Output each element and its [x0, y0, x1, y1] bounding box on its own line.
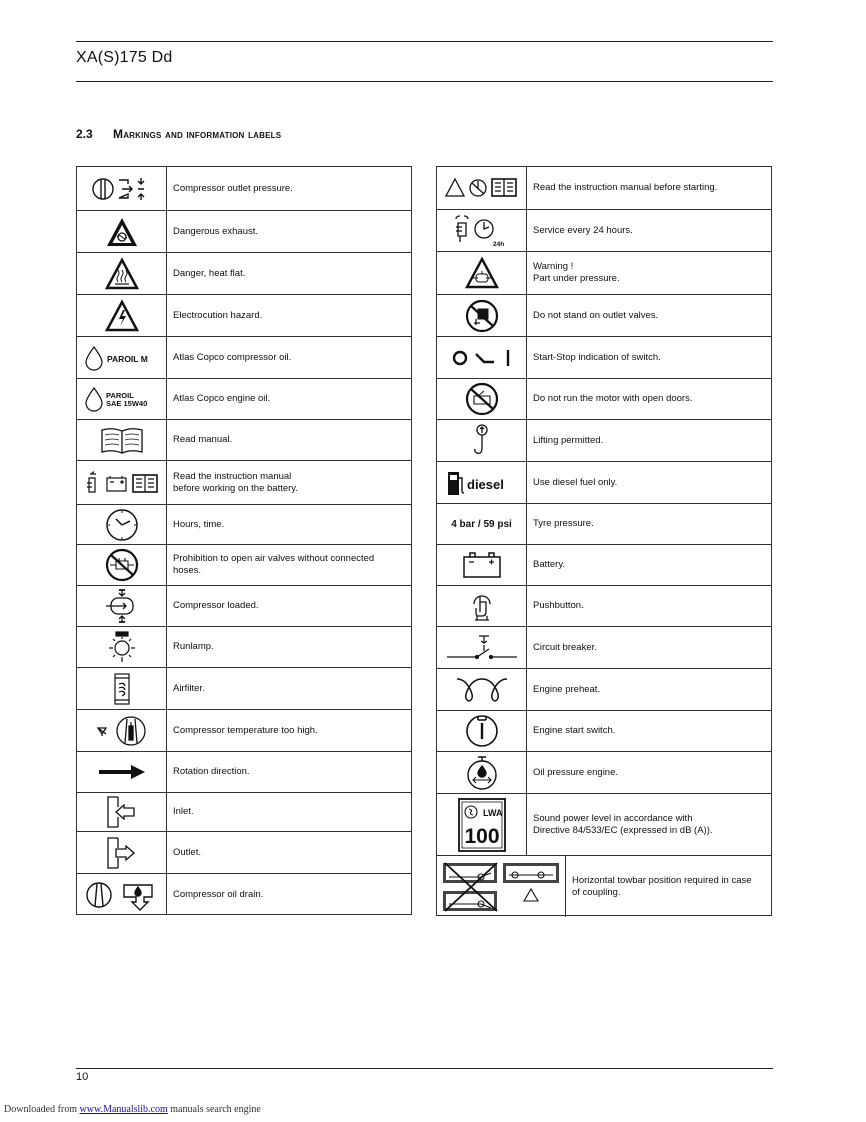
- sound-power-value: 100: [463, 824, 500, 848]
- table-row: [437, 793, 771, 855]
- oil-label-text: PAROIL M: [106, 353, 148, 364]
- table-row: [77, 709, 411, 751]
- oil-pressure-engine-icon: [437, 752, 527, 793]
- manual-book-icon: [77, 420, 167, 460]
- label-description: Do not run the motor with open doors.: [533, 393, 693, 404]
- table-row: [437, 626, 771, 668]
- label-description: Read the instruction manual before working on the battery.: [173, 470, 298, 494]
- right-labels-table: [436, 166, 772, 916]
- oil-drain-icon: [77, 874, 167, 915]
- label-description: Compressor outlet pressure.: [173, 182, 293, 194]
- table-row: [437, 378, 771, 419]
- document-title: XA(S)175 Dd: [76, 49, 173, 66]
- table-row: [437, 209, 771, 251]
- label-description: Circuit breaker.: [533, 641, 597, 653]
- battery-manual-icon: [77, 461, 167, 504]
- label-description: Compressor oil drain.: [173, 888, 264, 900]
- table-row: [437, 585, 771, 626]
- compressor-outlet-pressure-icon: [77, 167, 167, 210]
- footer-suffix: manuals search engine: [167, 1104, 261, 1115]
- table-row: [77, 667, 411, 709]
- airfilter-icon: [77, 668, 167, 709]
- label-description: Read manual.: [173, 434, 233, 445]
- manualslib-link[interactable]: www.Manualslib.com: [79, 1104, 168, 1115]
- table-row: [437, 461, 771, 503]
- pushbutton-icon: [437, 586, 527, 626]
- label-description: Read the instruction manual before starting.: [533, 182, 718, 193]
- footer-prefix: Downloaded from: [4, 1104, 80, 1115]
- clock-icon: [77, 505, 167, 544]
- label-description: Inlet.: [173, 806, 194, 817]
- sound-power-icon: [437, 794, 527, 855]
- table-row: [437, 503, 771, 544]
- label-description: Oil pressure engine.: [533, 766, 619, 778]
- part-under-pressure-icon: [437, 252, 527, 294]
- download-footer: [4, 1104, 261, 1115]
- label-description: Engine start switch.: [533, 725, 616, 736]
- label-description: Rotation direction.: [173, 766, 250, 777]
- diesel-label: diesel: [466, 476, 504, 492]
- label-description: Airfilter.: [173, 682, 205, 694]
- label-description: Use diesel fuel only.: [533, 476, 618, 488]
- label-description: Engine preheat.: [533, 683, 601, 695]
- table-row: [437, 855, 771, 917]
- header-bottom-rule: [76, 81, 773, 82]
- table-row: [437, 668, 771, 710]
- compressor-loaded-icon: [77, 586, 167, 626]
- towbar-position-icon: [437, 856, 566, 917]
- label-description: Service every 24 hours.: [533, 224, 633, 236]
- label-description: Pushbutton.: [533, 600, 584, 611]
- tyre-pressure-label: 4 bar / 59 psi: [437, 504, 527, 544]
- label-description: Lifting permitted.: [533, 434, 604, 446]
- table-row: [437, 167, 771, 209]
- table-row: [77, 419, 411, 460]
- page-number: 10: [76, 1071, 89, 1083]
- no-open-valves-icon: [77, 545, 167, 585]
- table-row: [77, 504, 411, 544]
- electrocution-icon: [77, 295, 167, 336]
- runlamp-icon: [77, 627, 167, 667]
- circuit-breaker-icon: [437, 627, 527, 668]
- label-description: Start-Stop indication of switch.: [533, 351, 661, 363]
- table-row: [437, 751, 771, 793]
- table-row: [77, 167, 411, 210]
- table-row: [77, 336, 411, 378]
- table-row: [437, 710, 771, 751]
- table-row: [77, 378, 411, 419]
- start-stop-icon: [437, 337, 527, 378]
- label-description: Danger, heat flat.: [173, 267, 246, 279]
- label-description: Electrocution hazard.: [173, 309, 263, 321]
- table-row: [77, 210, 411, 252]
- table-row: [77, 751, 411, 792]
- label-description: Compressor loaded.: [173, 600, 259, 611]
- table-row: [77, 252, 411, 294]
- table-row: [77, 460, 411, 504]
- sound-power-unit: LWA: [482, 807, 502, 818]
- dangerous-exhaust-icon: [77, 211, 167, 252]
- label-description: Sound power level in accordance with Directive 84/533/EC (expressed in dB (A)).: [533, 812, 713, 836]
- footer-rule: [76, 1068, 773, 1069]
- no-stand-outlet-icon: [437, 295, 527, 336]
- diesel-pump-icon: [437, 462, 527, 503]
- left-labels-table: [76, 166, 412, 915]
- table-row: [77, 792, 411, 831]
- engine-preheat-icon: [437, 669, 527, 710]
- section-number: 2.3: [76, 127, 93, 141]
- label-description: Dangerous exhaust.: [173, 225, 259, 237]
- oil-label-line2: SAE 15W40: [105, 399, 147, 408]
- table-row: [77, 544, 411, 585]
- temperature-high-icon: [77, 710, 167, 751]
- label-description: Atlas Copco compressor oil.: [173, 351, 292, 363]
- oil-drop-icon: [77, 337, 167, 378]
- battery-icon: [437, 545, 527, 585]
- label-description: Battery.: [533, 559, 566, 570]
- label-description: Prohibition to open air valves without connected hoses.: [173, 553, 375, 576]
- table-row: [437, 419, 771, 461]
- label-description: Outlet.: [173, 846, 201, 858]
- table-row: [437, 294, 771, 336]
- oil-drop-icon: [77, 379, 167, 419]
- engine-start-switch-icon: [437, 711, 527, 751]
- table-row: [437, 544, 771, 585]
- table-row: [77, 831, 411, 873]
- table-row: [77, 873, 411, 915]
- label-description: Tyre pressure.: [533, 518, 594, 529]
- table-row: [77, 294, 411, 336]
- header-top-rule: [76, 41, 773, 42]
- no-run-open-doors-icon: [437, 379, 527, 419]
- lifting-hook-icon: [437, 420, 527, 461]
- table-row: [77, 626, 411, 667]
- label-description: Do not stand on outlet valves.: [533, 309, 659, 321]
- outlet-icon: [77, 832, 167, 873]
- service-24h-label: 24h: [492, 240, 504, 248]
- label-description: Horizontal towbar position required in case of coupling.: [572, 874, 752, 898]
- table-row: [437, 251, 771, 294]
- oil-label-line1: PAROIL: [105, 391, 134, 400]
- label-description: Atlas Copco engine oil.: [173, 393, 271, 404]
- label-description: Compressor temperature too high.: [173, 724, 318, 736]
- label-description: Hours, time.: [173, 518, 225, 530]
- arrow-right-icon: [77, 752, 167, 792]
- inlet-icon: [77, 793, 167, 831]
- label-description: Warning ! Part under pressure.: [533, 261, 620, 284]
- service-24h-icon: [437, 210, 527, 251]
- table-row: [437, 336, 771, 378]
- section-title: Markings and information labels: [113, 127, 282, 141]
- table-row: [77, 585, 411, 626]
- heat-flat-icon: [77, 253, 167, 294]
- label-description: Runlamp.: [173, 641, 214, 652]
- read-before-start-icon: [437, 167, 527, 209]
